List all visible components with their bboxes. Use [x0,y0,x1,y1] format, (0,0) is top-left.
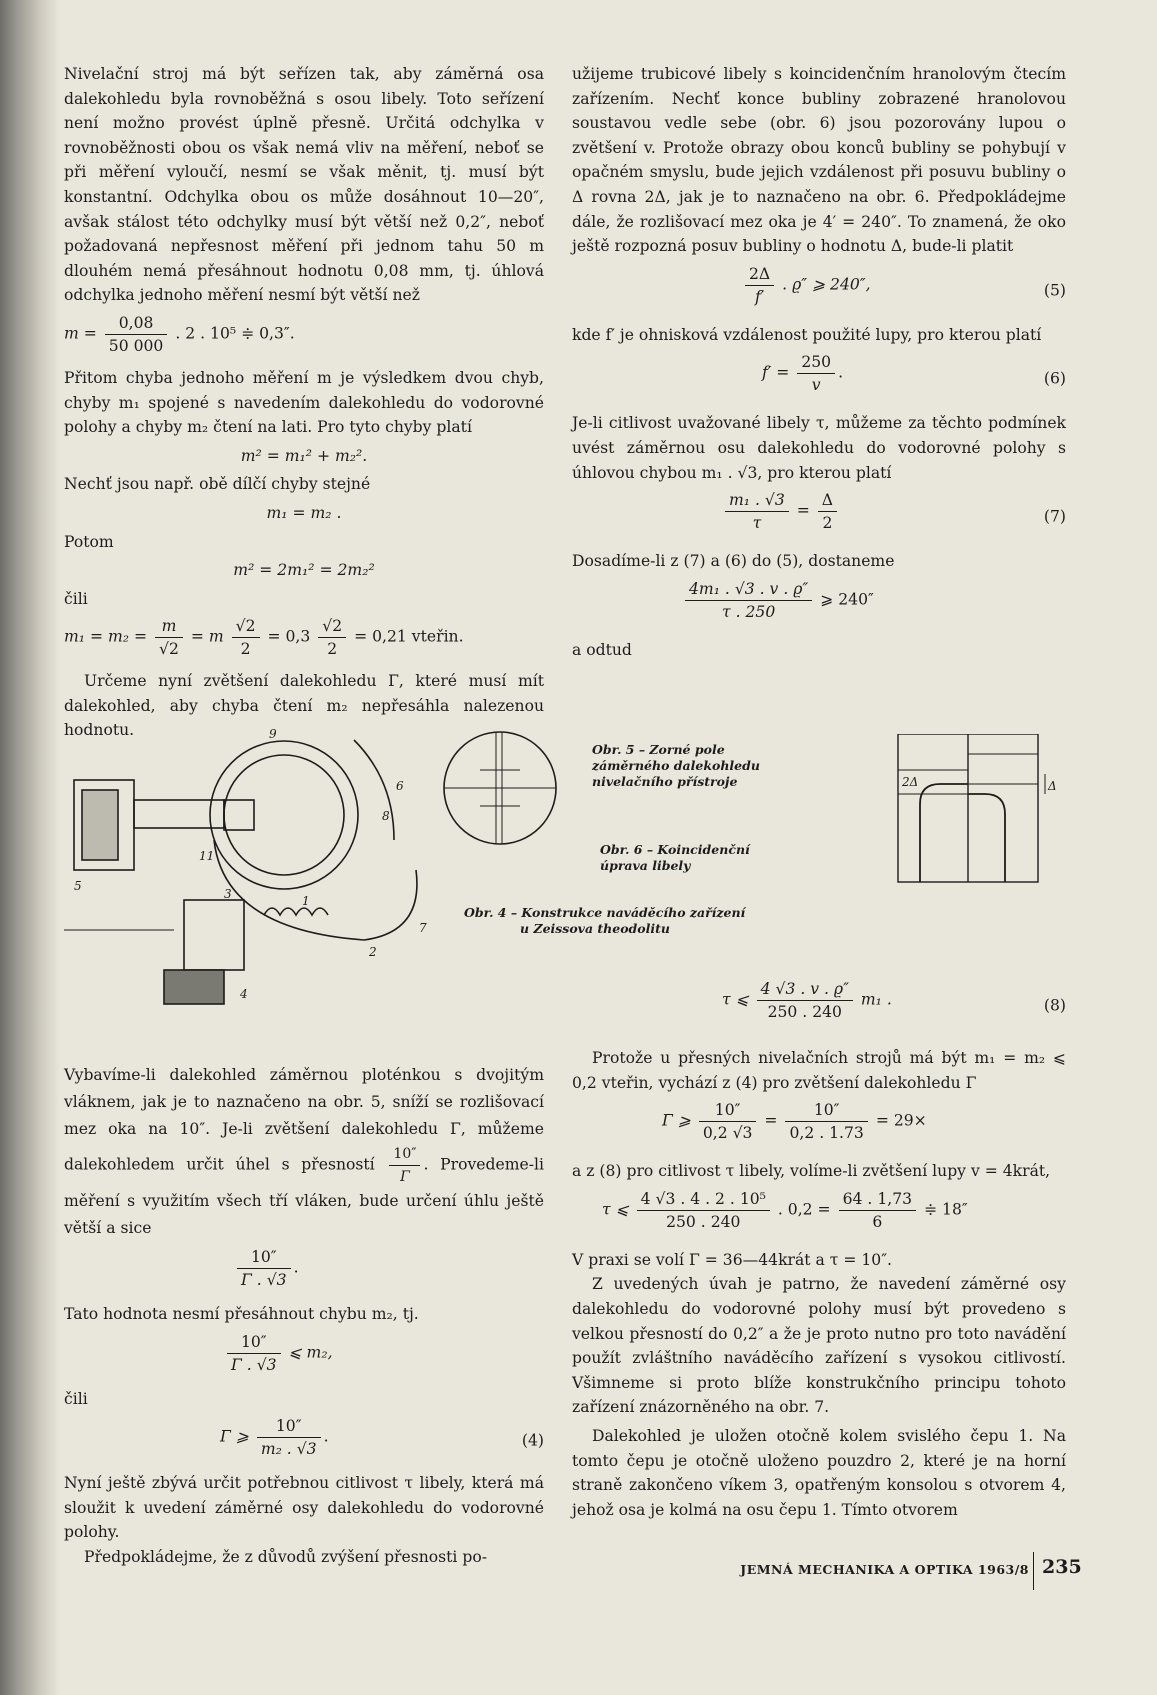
equation-d [572,578,1066,634]
numerator: √2 [232,615,260,638]
numerator: m [155,615,183,638]
fraction [318,615,346,660]
figure-6-caption [600,842,790,874]
denominator: 250 . 240 [666,1212,741,1231]
numerator: 4 √3 . 4 . 2 . 10⁵ [637,1188,770,1211]
denominator: √2 [159,640,179,659]
equation-6 [572,351,1066,407]
fraction [745,263,774,308]
journal-footer: JEMNÁ MECHANIKA A OPTIKA 1963/8 [740,1562,1029,1577]
eq-text: τ ⩽ [722,990,749,1009]
fig4-label: 9 [269,727,277,741]
fig4-label: 2 [369,945,377,959]
fig4-label: 7 [419,921,427,935]
eq-text: m₁ = m₂ = [64,627,148,646]
eq-text: ≑ 18″ [924,1200,968,1219]
paragraph: užijeme trubicové libely s koincidenčním hranolovým čtecím zařízením. Nechť konce bubliny zobrazené hranolovou soustavou vedle sebe (obr. 6) jsou pozorovány lupou o zvětšení v. Protože obrazy obou konců bubliny se pohybují v opačném smyslu, bude jejich vzdálenost při posuvu bubliny o Δ rovna 2Δ, jak je to naznačeno na obr. 6. Předpokládejme dále, že rozlišovací mez oka je 4′ = 240″. To znamená, že oko ještě rozpozná posuv bubliny o hodnotu Δ, bude-li platit [572,65,1066,256]
denominator: τ [752,514,762,533]
paragraph: Nyní ještě zbývá určit potřebnou citlivost τ libely, která má sloužit k uvedení záměrné osy dalekohledu do vodorovné polohy. [64,1474,544,1542]
paragraph: Přitom chyba jednoho měření m je výsledkem dvou chyb, chyby m₁ spojené s navedením dalekohledu do vodorovné polohy a chyby m₂ čtení na lati. Pro tyto chyby platí [64,368,544,437]
fig6-label: Δ [1048,779,1057,793]
fraction [757,978,853,1023]
fraction [818,489,837,534]
equation-2m: m² = 2m₁² = 2m₂² [233,561,375,580]
equation-number: (6) [1043,370,1066,389]
fraction [227,1331,281,1376]
right-column [572,62,1066,662]
figure-5-caption [592,742,772,790]
eq-text: = [764,1111,778,1130]
paragraph: a odtud [572,640,632,659]
paragraph: Z uvedených úvah je patrno, že navedení záměrné osy dalekohledu do vodorovné polohy musí být provedeno s velkou přesností do 0,2″ a že je proto nutno pro toto navádění použít zvláštního naváděcího zařízení s vysokou citlivostí. Všimneme si proto blíže konstrukčního principu tohoto zařízení znázorněného na obr. 7. [572,1275,1066,1417]
fraction [105,312,168,357]
equation-a: $\frac{10''}{\Gamma . √3}$ . [64,1246,544,1298]
paragraph: Dalekohled je uložen otočně kolem svislého čepu 1. Na tomto čepu je otočně uloženo pouzdro 2, které je na horní straně zakončeno víkem 3, opatřeným konsolou s otvorem 4, jehož osa je kolmá na osu čepu 1. Tímto otvorem [572,1426,1066,1519]
numerator: 4m₁ . √3 . v . ϱ″ [685,578,812,601]
caption-text: Obr. 6 – Koincidenční úprava libely [600,842,750,873]
fraction [237,1246,291,1291]
denominator: 2 [327,640,338,659]
paragraph: čili [64,1389,88,1408]
denominator: Γ . √3 [231,1355,277,1374]
eq-text: . ϱ″ ⩾ 240″, [782,275,871,294]
numerator: 10″ [699,1099,757,1122]
equation-8 [572,978,1066,1034]
fraction [725,489,789,534]
eq-text: = m [190,627,224,646]
numerator: √2 [318,615,346,638]
footer-divider [1033,1552,1034,1590]
paragraph [64,1062,544,1242]
caption-text: Obr. 5 – Zorné pole záměrného dalekohledu nivelačního přístroje [592,742,760,789]
numerator: 10″ [389,1143,420,1166]
fig4-label: 11 [199,849,215,863]
eq-text: = 0,21 vteřin. [354,627,464,646]
denominator: Γ [400,1169,410,1185]
fraction [155,615,183,660]
equation-m [64,312,544,362]
numerator: Δ [818,489,837,512]
fraction [232,615,260,660]
eq-text: m₁ . [860,990,892,1009]
caption-line: Obr. 4 – Konstrukce naváděcího zařízení [464,905,746,920]
eq-text: . 2 . 10⁵ ≑ 0,3″. [175,324,295,343]
denominator: f′ [754,287,765,306]
fig4-label: 1 [302,894,310,908]
page-number: 235 [1042,1556,1082,1578]
paragraph: Dosadíme-li z (7) a (6) do (5), dostaneme [572,552,895,571]
denominator: v [811,376,821,395]
fig6-label: 2Δ [902,775,919,789]
left-column [64,62,544,743]
equation-number: (7) [1043,507,1066,526]
paragraph: a z (8) pro citlivost τ libely, volíme-li zvětšení lupy v = 4krát, [572,1162,1051,1181]
denominator: m₂ . √3 [260,1440,317,1459]
paragraph: Tato hodnota nesmí přesáhnout chybu m₂, tj. [64,1305,419,1323]
fig4-label: 5 [74,879,82,893]
eq-text: . 0,2 = [777,1200,831,1219]
eq-text: ⩾ 240″ [820,590,874,609]
eq-text: = 0,3 [267,627,311,646]
denominator: 50 000 [108,336,164,355]
denominator: 2 [822,514,833,533]
numerator: 4 √3 . v . ϱ″ [757,978,853,1001]
fraction [839,1188,916,1233]
paragraph: V praxi se volí Γ = 36—44krát a τ = 10″. [572,1250,892,1269]
numerator: 10″ [227,1331,281,1354]
figure-4-caption [464,905,764,937]
paragraph: čili [64,589,88,608]
paragraph: Nechť jsou např. obě dílčí chyby stejné [64,475,371,494]
paragraph: Nivelační stroj má být seřízen tak, aby záměrná osa dalekohledu byla rovnoběžná s osou libely. Toto seřízení není možno provést úplně přesně. Určitá odchylka v rovnoběžnosti obou os však nemá vliv na měření, neboť se při měření vyloučí, nesmí se však měnit, tj. musí být konstantní. Odchylka obou os může dosáhnout 10—20″, avšak stálost této odchylky musí být větší než 0,2″, neboť požadovaná nepřesnost měření při jednom tahu 50 m dlouhém nemá přesáhnout hodnotu 0,08 mm, tj. úhlová odchylka jednoho měření nesmí být větší než [64,65,544,305]
equation-7 [572,489,1066,545]
denominator: Γ . √3 [241,1271,287,1289]
fig4-label: 3 [224,887,232,901]
fig4-label: 6 [396,779,404,793]
figure-6-drawing [880,734,1060,884]
paragraph: kde f′ je ohnisková vzdálenost použité lupy, pro kterou platí [572,325,1042,344]
paragraph-text: Vybavíme-li dalekohled záměrnou ploténkou s dvojitým vláknem, jak je to naznačeno na obr. 5, sníží se rozlišovací mez oka na 10″. Je-li zvětšení dalekohledu Γ, můžeme dalekohledem určit úhel s přesností [64,1066,544,1174]
equation-4 [64,1415,544,1467]
binding-shadow [0,0,60,1695]
numerator: 10″ [785,1099,867,1122]
paragraph: Protože u přesných nivelačních strojů má být m₁ = m₂ ⩽ 0,2 vteřin, vychází z (4) pro zvětšení dalekohledu Γ [572,1049,1066,1092]
eq-text: Γ ⩾ [220,1427,249,1446]
equation-f [572,1188,1066,1244]
numerator: 10″ [257,1415,321,1438]
fraction [797,351,835,396]
fig4-label: 4 [240,987,248,1001]
equation-m1 [64,615,544,665]
paragraph-text: . Provedeme-li měření s využitím všech tří vláken, bude určení úhlu ještě větší a sice [64,1155,544,1237]
eq-text: . [323,1427,329,1446]
paragraph: Předpokládejme, že z důvodů zvýšení přesnosti po- [84,1547,488,1566]
equation-squares: m² = m₁² + m₂². [240,446,368,465]
fraction [637,1188,770,1233]
left-column-lower [64,1062,544,1570]
eq-text: Γ ⩾ [662,1111,691,1130]
paragraph: Potom [64,532,114,551]
equation-equal: m₁ = m₂ . [266,503,342,522]
numerator: m₁ . √3 [725,489,789,512]
eq-text: ⩽ m₂, [288,1343,333,1362]
denominator: τ . 250 [721,602,776,621]
eq-text: τ ⩽ [602,1200,629,1219]
denominator: 250 . 240 [767,1003,842,1021]
numerator: 10″ [237,1246,291,1269]
equation-5 [572,263,1066,319]
eq-text: m = [64,324,97,343]
paragraph: Určeme nyní zvětšení dalekohledu Γ, které musí mít dalekohled, aby chyba čtení m₂ nepřesáhla nalezenou hodnotu. [64,672,544,740]
eq-text: = [796,501,810,520]
fig4-label: 8 [382,809,390,823]
denominator: 2 [240,640,251,659]
denominator: 6 [872,1212,883,1231]
numerator: 0,08 [105,312,168,335]
eq-text: . [838,363,844,382]
numerator: 250 [797,351,835,374]
fraction [699,1099,757,1144]
right-column-lower [572,974,1066,1522]
figure-5-reticle [440,728,560,848]
numerator: 64 . 1,73 [839,1188,916,1211]
eq-text: f′ = [762,363,790,382]
equation-number: (4) [521,1431,544,1450]
equation-e [572,1099,1066,1155]
paragraph: Je-li citlivost uvažované libely τ, můžeme za těchto podmínek uvést záměrnou osu dalekohledu do vodorovné polohy s úhlovou chybou m₁ . √3, pro kterou platí [572,414,1066,482]
fraction [257,1415,321,1460]
caption-line: u Zeissova theodolitu [520,921,670,936]
denominator: 0,2 √3 [702,1124,753,1143]
equation-number: (5) [1043,281,1066,300]
numerator: 2Δ [745,263,774,286]
fraction [685,578,812,623]
fraction [389,1143,420,1188]
fraction [785,1099,867,1144]
equation-number: (8) [1043,996,1066,1015]
eq-text: = 29× [875,1111,927,1130]
figure-4-drawing [64,720,474,1020]
equation-b [64,1331,544,1383]
denominator: 0,2 . 1.73 [789,1124,864,1143]
